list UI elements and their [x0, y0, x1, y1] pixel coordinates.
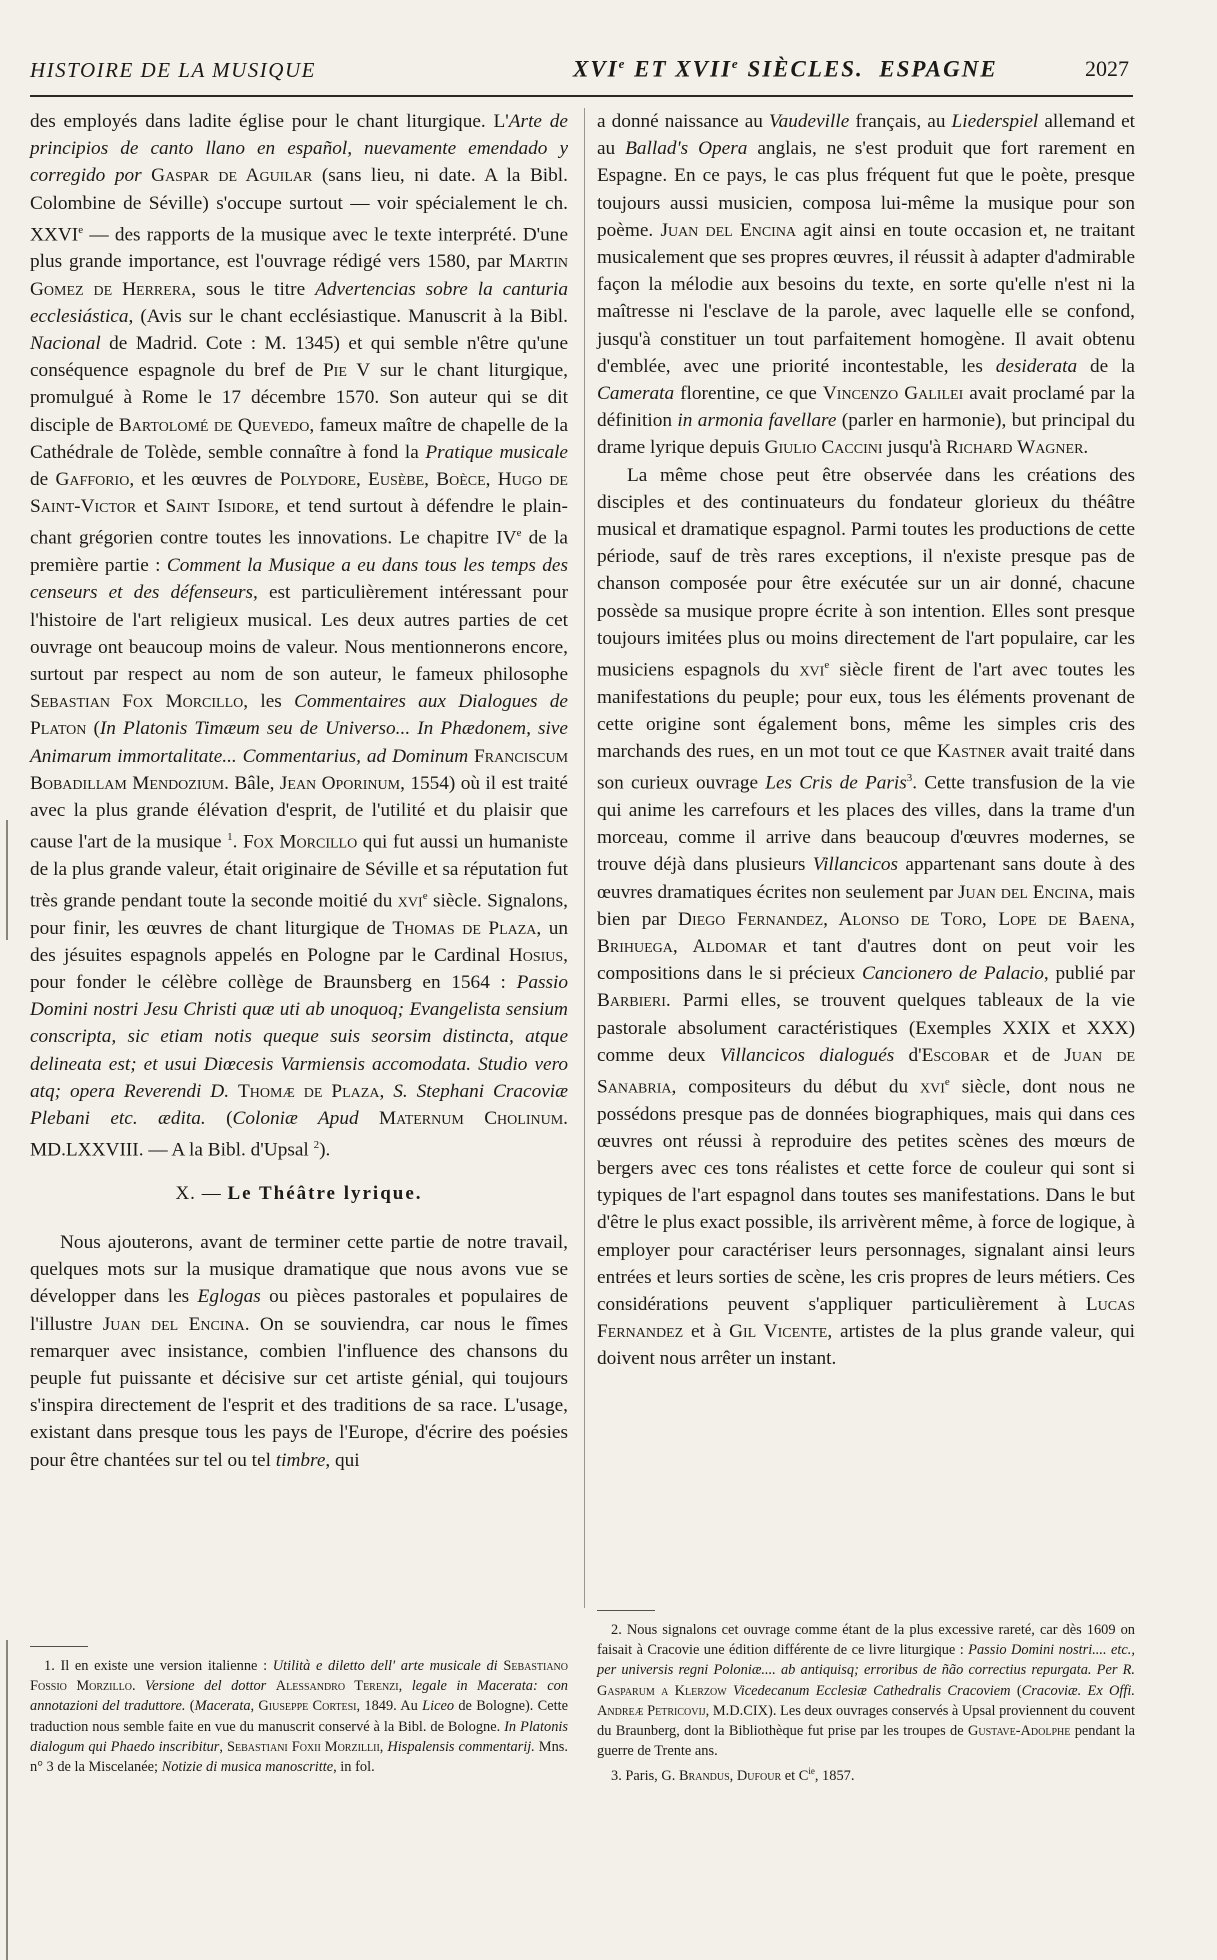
header-chapter-title: XVIe ET XVIIe SIÈCLES. ESPAGNE — [573, 56, 998, 82]
paragraph: a donné naissance au Vaudeville français, au Liederspiel allemand et au Ballad's Opera anglais, ne s'est produit que fort rarement en Espagne. En ce pays, le cas plus fréquent fut que le poète, presque toujours aussi musicien, composa lui-même la musique pour son poème. Juan del Encina agit ainsi en toute occasion et, ne traitant musicalement que ses propres œuvres, il réussit à adapter d'admirable façon la mélodie aux besoins du texte, en sorte qu'elle n'est ni la maîtresse ni l'esclave de la parole, avec laquelle elle se confond, jusqu'à constituer un tout parfaitement homogène. Il avait obtenu d'emblée, avec une priorité incontestable, les desiderata de la Camerata florentine, ce que Vincenzo Galilei avait proclamé par la définition in armonia favellare (parler en harmonie), but principal du drame lyrique depuis Giulio Caccini jusqu'à Richard Wagner. — [597, 111, 1135, 459]
paragraph: La même chose peut être observée dans les créations des disciples et des continuateurs du fondateur glorieux du théâtre musical et dramatique espagnol. Parmi toutes les productions de cette période, sauf de très rares exceptions, il n'existe presque pas de chanson composée pour être exécutée sur un air donné, chacune possède sa musique propre écrite à son intention. Elles sont presque toujours imitées plus ou moins directement de l'art populaire, car les musiciens espagnols du xvi$^e$ siècle firent de l'art avec toutes les manifestations du peuple; pour eux, tous les éléments provenant de cette origine sont également bons, même les simples cris des marchands des rues, en un mot tout ce que Kastner avait traité dans son curieux ouvrage Les Cris de Paris$^3$. Cette transfusion de la vie qui anime les carrefours et les places des villes, dans la trame d'un morceau, comme il arrive dans beaucoup d'œuvres modernes, se trouve déjà dans plusieurs Villancicos appartenant sans doute à des œuvres dramatiques écrites non seulement par Juan del Encina, mais bien par Diego Fernandez, Alonso de Toro, Lope de Baena, Brihuega, Aldomar et tant d'autres dont on peut voir les compositions dans le si précieux Cancionero de Palacio, publié par Barbieri. Parmi elles, se trouvent quelques tableaux de la vie pastorale absolument caractéristiques (Exemples XXIX et XXX) comme deux Villancicos dialogués d'Escobar et de Juan de Sanabria, compositeurs du début du xvi$^e$ siècle, dont nous ne possédons presque pas de données biographiques, mais qui dans ces œuvres ont réussi à reproduire des petites scènes des mœurs de bergers avec ces tons réalistes et cette force de couleur qui sont si typiques de l'art espagnol dans toutes ses manifestations. Dans le but d'être le plus exact possible, ils arrivèrent même, à force de logique, à employer pour caractériser leurs personnages, signalant ainsi leurs entrées et leurs sorties de scène, les cris propres de leurs métiers. Ces considérations peuvent s'appliquer particulièrement à Lucas Fernandez et à Gil Vicente, artistes de la plus grande valeur, qui doivent nous arrêter un instant. — [597, 464, 1136, 1370]
section-heading: X. — Le Théâtre lyrique. — [175, 1182, 423, 1204]
footnote-right — [597, 1620, 1135, 1786]
page-number: 2027 — [1085, 56, 1129, 81]
header-book-title: HISTOIRE DE LA MUSIQUE — [30, 58, 316, 82]
footnote-1: 1. Il en existe une version italienne : Utilità e diletto dell' arte musicale di Sebastiano Fossio Morzillo. Versione del dottor Alessandro Terenzi, legale in Macerata: con annotazioni del traduttore. (Macerata, Giuseppe Cortesi, 1849. Au Liceo de Bologne). Cette traduction nous semble faite en vue du manuscrit conservé à la Bibl. de Bologne. In Platonis dialogum qui Phaedo inscribitur, Sebastiani Foxii Morzillii, Hispalensis commentarij. Mns. n° 3 de la Miscelanée; Notizie di musica manoscritte, in fol. — [30, 1658, 569, 1776]
footnote-2: 2. Nous signalons cet ouvrage comme étant de la plus excessive rareté, car dès 1609 on faisait à Cracovie une édition différente de ce livre liturgique : Passio Domini nostri.... etc., per universis regni Poloniæ.... ab antiquisq; erroribus de ñão correctius repurgata. Per R. Gasparum a Klerzow Vicedecanum Ecclesiæ Cathedralis Cracoviem (Cracoviæ. Ex Offi. Andreæ Petricovij, M.D.CIX). Les deux ouvrages conservés à Upsal proviennent du couvent du Braunberg, dont la Bibliothèque fut prise par les troupes de Gustave-Adolphe pendant la guerre de Trente ans. — [597, 1622, 1135, 1760]
footnote-3: 3. Paris, G. Brandus, Dufour et $C^{ie}$, 1857. — [611, 1766, 855, 1785]
section-title: Le Théâtre lyrique. — [227, 1182, 423, 1204]
section-number: X. — [175, 1182, 196, 1204]
margin-mark — [6, 1640, 8, 1960]
header-rule — [30, 95, 1133, 97]
footnote-rule — [597, 1610, 655, 1611]
running-header — [0, 58, 1217, 92]
right-column — [597, 108, 1135, 1373]
paragraph: des employés dans ladite église pour le chant liturgique. L'Arte de principios de canto llano en español, nuevamente emendado y corregido por Gaspar de Aguilar (sans lieu, ni date. A la Bibl. Colombine de Séville) s'occupe surtout — voir spécialement le ch. XXVIe — des rapports de la musique avec le texte interprété. D'une plus grande importance, est l'ouvrage rédigé vers 1580, par Martin Gomez de Herrera, sous le titre Advertencias sobre la canturia ecclesiástica, (Avis sur le chant ecclésiastique. Manuscrit à la Bibl. Nacional de Madrid. Cote : M. 1345) et qui semble n'être qu'une conséquence espagnole du bref de Pie V sur le chant liturgique, promulgué à Rome le 17 décembre 1570. Son auteur qui se dit disciple de Bartolomé de Quevedo, fameux maître de chapelle de la Cathédrale de Tolède, semble connaître à fond la Pratique musicale de Gafforio, et les œuvres de Polydore, Eusèbe, Boèce, Hugo de Saint-Victor et Saint Isidore, et tend surtout à défendre le plain-chant grégorien contre toutes les innovations. Le chapitre IVe de la première partie : Comment la Musique a eu dans tous les temps des censeurs et des défenseurs, est particulièrement intéressant pour l'histoire de l'art religieux musical. Les deux autres parties de cet ouvrage ont beaucoup moins de valeur. Nous mentionnerons encore, surtout par respect au nom de son auteur, le fameux philosophe Sebastian Fox Morcillo, les Commentaires aux Dialogues de Platon (In Platonis Timæum seu de Universo... In Phædonem, sive Animarum immortalitate... Commentarius, ad Dominum Franciscum Bobadillam Mendozium. Bâle, Jean Oporinum, 1554) où il est traité avec la plus grande élévation d'esprit, de l'utilité et du plaisir que cause l'art de la musique $^1$. Fox Morcillo qui fut aussi un humaniste de la plus grande valeur, était originaire de Séville et sa réputation fut très grande pendant toute la seconde moitié du xvi$^e$ siècle. Signalons, pour finir, les œuvres de chant liturgique de Thomas de Plaza, un des jésuites espagnols appelés en Pologne par le Cardinal Hosius, pour fonder le célèbre collège de Braunsberg en 1564 : Passio Domini nostri Jesu Christi quæ uti ab unoquoq; Evangelista sensium conscripta, sic etiam notis queque suis seorsim distincta, atque delineata est; et usui Diœcesis Varmiensis accomodata. Studio vero atq; opera Reverendi D. Thomæ de Plaza, S. Stephani Cracoviæ Plebani etc. ædita. (Coloniæ Apud Maternum Cholinum. MD.LXXVIII. — A la Bibl. d'Upsal $^2$). — [30, 111, 569, 1161]
paragraph: Nous ajouterons, avant de terminer cette partie de notre travail, quelques mots sur la musique dramatique que nous avons vue se développer dans les Eglogas ou pièces pastorales et populaires de l'illustre Juan del Encina. On se souviendra, car nous le fîmes remarquer avec insistance, combien l'influence des chansons du peuple fut puissante et décisive sur cet artiste génial, qui toujours s'inspira directement de l'esprit et des traditions de sa race. L'usage, existant dans presque tous les pays de l'Europe, d'écrire des poésies pour être chantées sur tel ou tel timbre, qui — [30, 1232, 569, 1471]
left-column — [30, 108, 568, 1474]
column-divider — [584, 108, 585, 1608]
footnote-rule — [30, 1646, 88, 1647]
footnote-left — [30, 1656, 568, 1777]
margin-mark — [6, 820, 8, 940]
